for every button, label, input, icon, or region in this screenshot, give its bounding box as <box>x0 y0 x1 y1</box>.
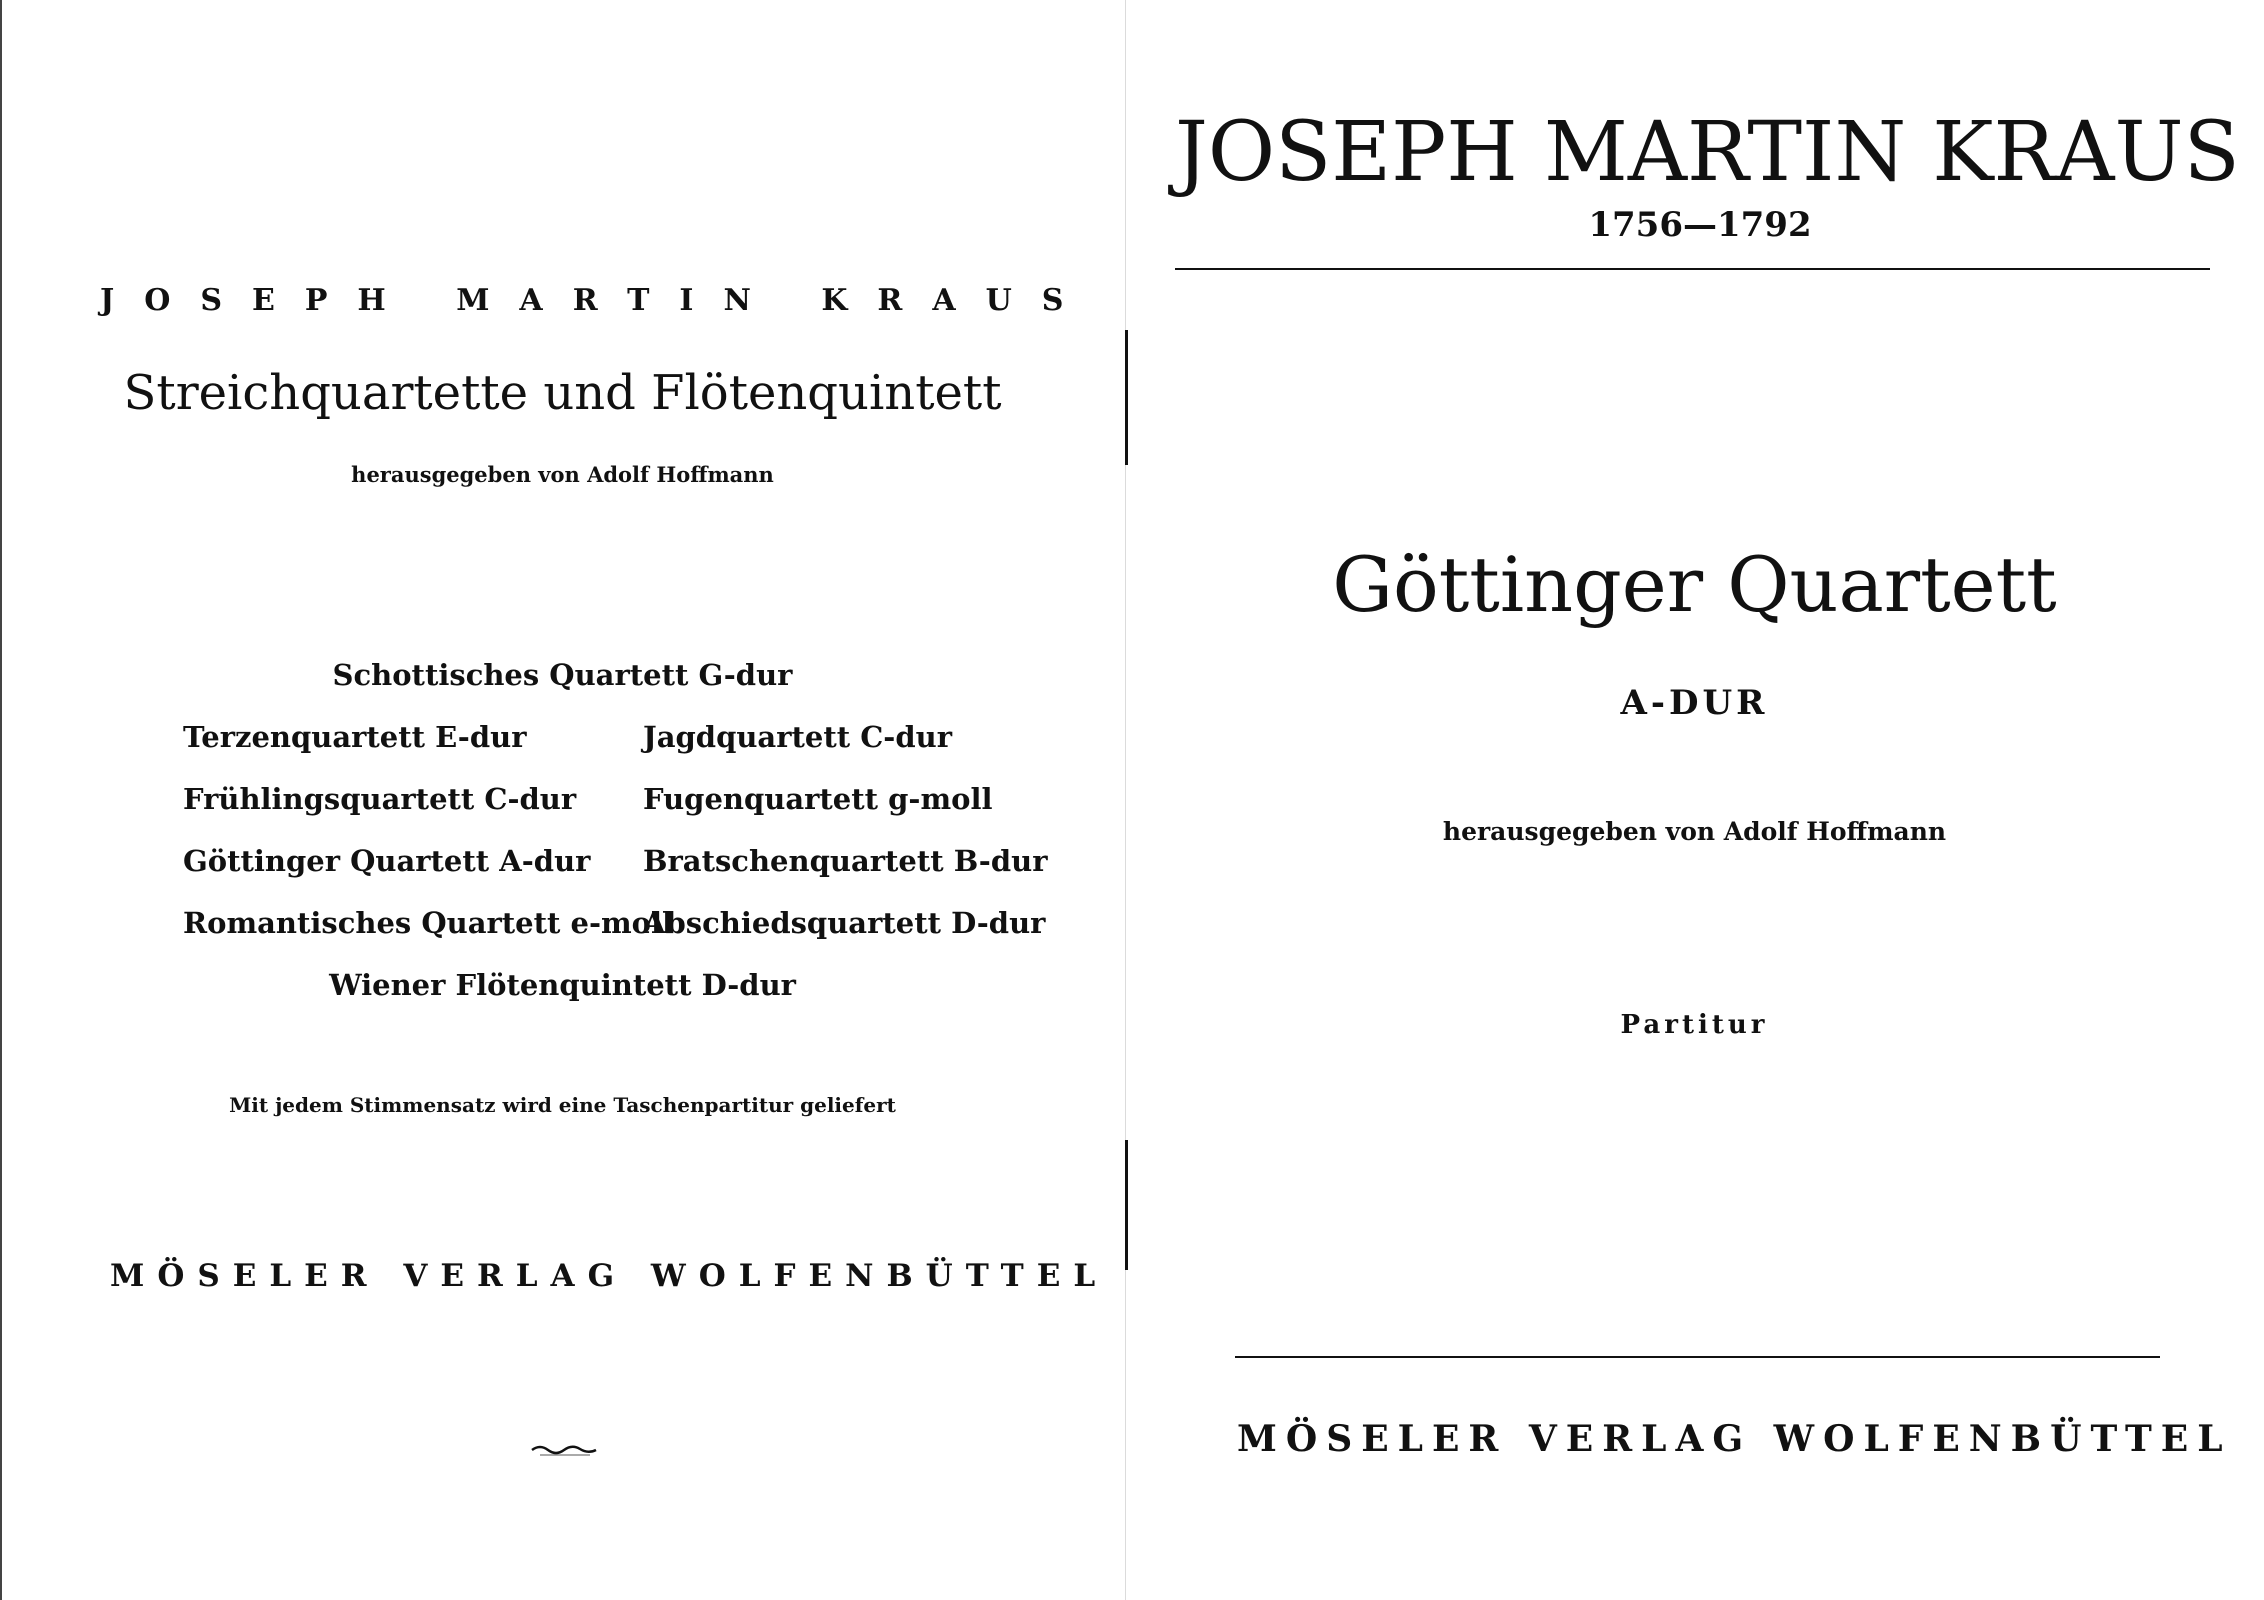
left-page <box>0 0 1125 1600</box>
composer-name: JOSEPH MARTIN KRAUS <box>100 283 1094 318</box>
work-title: Göttinger Quartett <box>1332 540 2057 629</box>
work-list-item: Terzenquartett E-dur <box>183 720 527 754</box>
composer-dates: 1756—1792 <box>1588 205 1812 245</box>
publisher-name: MÖSELER VERLAG WOLFENBÜTTEL <box>1237 1418 2232 1460</box>
rule-divider <box>1235 1356 2160 1358</box>
editor-credit: herausgegeben von Adolf Hoffmann <box>1442 817 1947 846</box>
series-title: Streichquartette und Flötenquintett <box>123 365 1002 421</box>
rule-divider <box>1175 268 2210 270</box>
work-list-item: Fugenquartett g-moll <box>643 782 993 816</box>
work-bottom: Wiener Flötenquintett D-dur <box>329 968 796 1002</box>
work-list-item: Romantisches Quartett e-moll <box>183 906 674 940</box>
publisher-name: MÖSELER VERLAG WOLFENBÜTTEL <box>110 1258 1109 1294</box>
work-list-item: Frühlingsquartett C-dur <box>183 782 577 816</box>
score-label: Partitur <box>1620 1010 1769 1040</box>
composer-name: JOSEPH MARTIN KRAUS <box>1175 105 2240 200</box>
work-list-item: Bratschenquartett B-dur <box>643 844 1048 878</box>
work-list-item: Abschiedsquartett D-dur <box>643 906 1046 940</box>
work-list-item: Göttinger Quartett A-dur <box>183 844 591 878</box>
score-note: Mit jedem Stimmensatz wird eine Taschenpartitur geliefert <box>229 1093 896 1117</box>
right-page <box>1125 0 2264 1600</box>
work-list-item: Jagdquartett C-dur <box>643 720 952 754</box>
editor-credit: herausgegeben von Adolf Hoffmann <box>351 462 774 487</box>
work-key: A-DUR <box>1620 683 1769 723</box>
printer-mark-logo <box>520 1440 610 1463</box>
work-top: Schottisches Quartett G-dur <box>332 658 793 692</box>
